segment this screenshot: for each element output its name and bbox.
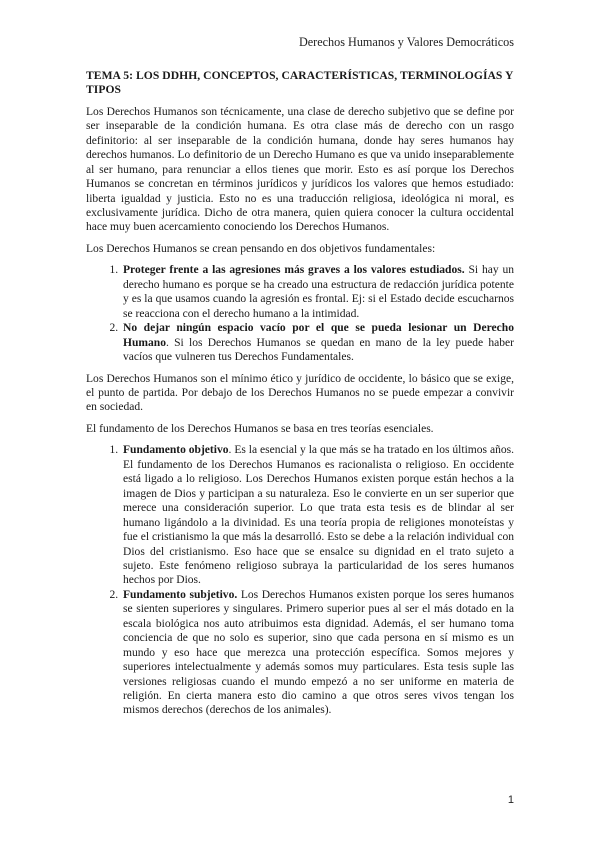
list-item-heading: No dejar ningún espacio vacío por el que se pueda lesionar un Derecho Humano (123, 322, 514, 349)
page-number: 1 (507, 794, 514, 806)
document-body (86, 69, 514, 725)
list-item-heading: Fundamento objetivo (123, 444, 229, 457)
list-item-text: Si hay un derecho humano es porque se ha creado una estructura de redacción jurídica potente y es la que usamos cuando la agresión es frontal. Ej: si el Estado decide escucharnos se reacciona con el derecho humano a la intimidad. (123, 264, 514, 320)
minimum-paragraph: Los Derechos Humanos son el mínimo ético y jurídico de occidente, lo básico que se exige, el punto de partida. Por debajo de los Derechos Humanos no se puede empezar a convivir en sociedad. (86, 372, 514, 414)
foundations-list (86, 443, 514, 718)
list-item-text: Los Derechos Humanos existen porque los seres humanos se sienten superiores y singulares. Primero superior pues al ser el más dotado en la escala biológica nos auto atribuimos esta dignidad. Además, el ser humano toma conciencia de que no solo es superior, sino que cada persona en sí mismo es un mundo y eso hace que merezca una protección específica. Somos mejores y superiores intelectualmente y además somos muy particulares. Esta tesis suple las versiones religiosas cuando el mundo empezó a no ser uniforme en materia de religión. En cierta manera esto dio camino a que otros seres vivos tengan los mismos derechos (derechos de los animales). (123, 588, 515, 717)
running-header: Derechos Humanos y Valores Democráticos (298, 35, 514, 49)
section-title: TEMA 5: LOS DDHH, CONCEPTOS, CARACTERÍSTICAS, TERMINOLOGÍAS Y TIPOS (86, 69, 513, 97)
list-item (121, 588, 514, 718)
objectives-intro: Los Derechos Humanos se crean pensando en dos objetivos fundamentales: (86, 242, 436, 255)
intro-paragraph: Los Derechos Humanos son técnicamente, una clase de derecho subjetivo que se define por ser inseparable de la condición humana. Es otra clase más de derecho con un rasgo definitorio: al ser inseparable de la condición humana, donde hay seres humanos hay derechos humanos. Lo definitorio de un Derecho Humano es que va unido inseparablemente al ser humano, para renunciar a ellos tienes que morir. Esto es así porque los Derechos Humanos se concretan en términos jurídicos y jurídicos los valores que hemos estudiado: liberta igualdad y justicia. Esto no es una traducción religiosa, ideológica ni moral, es exclusivamente jurídica. Dicho de otra manera, quien quiera conocer la cultura occidental hace muy buen acercamiento conociendo los Derechos Humanos. (86, 105, 514, 234)
list-item-text: . Si los Derechos Humanos se quedan en mano de la ley puede haber vacíos que vulneren tus Derechos Fundamentales. (123, 336, 514, 364)
list-item (121, 263, 514, 321)
list-item-text: . Es la esencial y la que más se ha tratado en los últimos años. El fundamento de los Derechos Humanos es racionalista o religioso. En occidente está ligado a lo religioso. Los Derechos Humanos existen porque están hechos a la imagen de Dios y participan a su naturaleza. Eso le convierte en un ser superior que merece una consideración superior. Lo que trata esta tesis es de blindar al ser humano ligándolo a la divinidad. Es una teoría propia de religiones monoteístas y fue el cristianismo la que más la desarrolló. Esto se debe a la relación individual con Dios del cristianismo. Eso hace que se ensalce su dignidad en el trato sujeto a sujeto. Este fenómeno religioso subraya la particularidad de los seres humanos hechos por Dios. (123, 444, 514, 587)
list-item (121, 443, 514, 588)
list-item-heading: Proteger frente a las agresiones más graves a los valores estudiados. (123, 264, 465, 277)
list-item-heading: Fundamento subjetivo. (123, 588, 238, 601)
list-item (121, 321, 514, 364)
objectives-list (86, 263, 514, 364)
foundations-intro: El fundamento de los Derechos Humanos se basa en tres teorías esenciales. (86, 422, 434, 435)
